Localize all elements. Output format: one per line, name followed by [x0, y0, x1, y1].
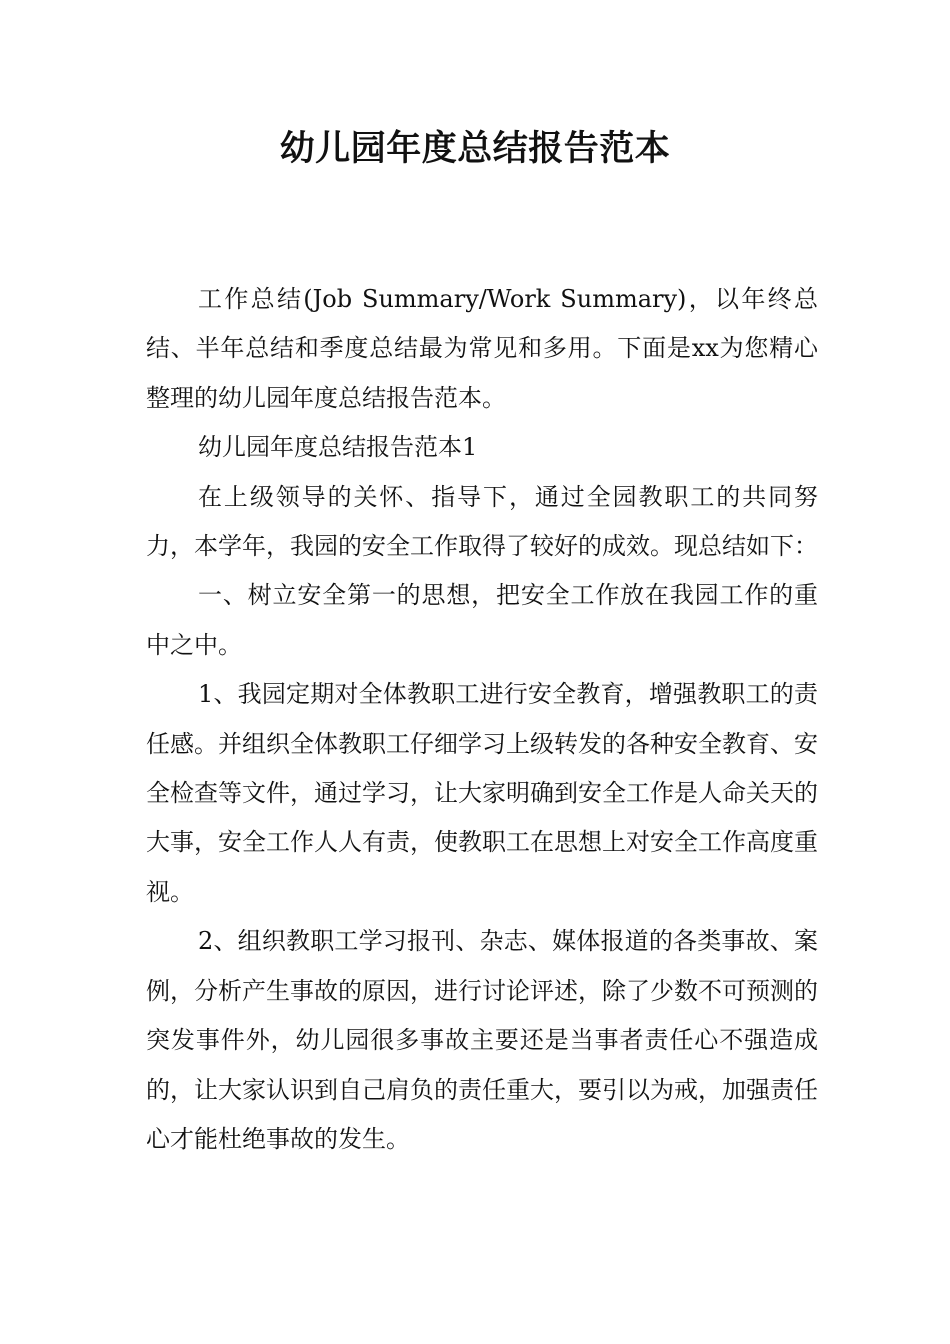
point-one-heading: 一、树立安全第一的思想，把安全工作放在我园工作的重中之中。 — [146, 581, 818, 659]
document-body — [146, 275, 818, 1164]
item-2-paragraph: 2、组织教职工学习报刊、杂志、媒体报道的各类事故、案例，分析产生事故的原因，进行讨论评述，除了少数不可预测的突发事件外，幼儿园很多事故主要还是当事者责任心不强造成的，让大家认识到自己肩负的责任重大，要引以为戒，加强责任心才能杜绝事故的发生。 — [146, 927, 818, 1153]
summary-paragraph: 在上级领导的关怀、指导下，通过全园教职工的共同努力，本学年，我园的安全工作取得了较好的成效。现总结如下： — [146, 482, 818, 561]
intro-paragraph: 工作总结(Job Summary/Work Summary)，以年终总结、半年总结和季度总结最为常见和多用。下面是xx为您精心整理的幼儿园年度总结报告范本。 — [146, 285, 818, 412]
item-1-paragraph: 1、我园定期对全体教职工进行安全教育，增强教职工的责任感。并组织全体教职工仔细学习上级转发的各种安全教育、安全检查等文件，通过学习，让大家明确到安全工作是人命关天的大事，安全工作人人有责，使教职工在思想上对安全工作高度重视。 — [146, 680, 818, 906]
document-title: 幼儿园年度总结报告范本 — [279, 129, 671, 169]
section-heading: 幼儿园年度总结报告范本1 — [198, 433, 478, 462]
